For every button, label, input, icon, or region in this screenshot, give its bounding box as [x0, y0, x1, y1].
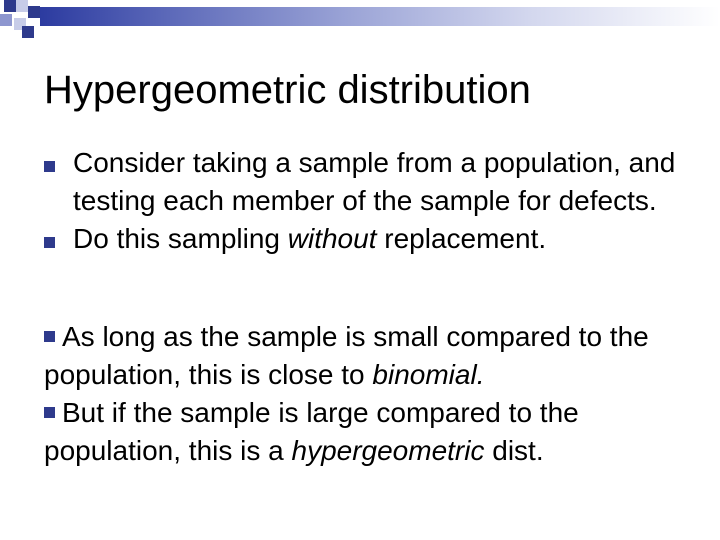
square-bullet-icon — [44, 407, 55, 418]
header-gradient-bar — [40, 7, 720, 26]
decor-square — [0, 14, 12, 26]
paragraph-block — [44, 318, 694, 470]
paragraph-text: But if the sample is large compared to the population, this is a — [44, 397, 579, 466]
square-bullet-icon — [44, 161, 55, 172]
paragraph — [44, 394, 694, 470]
bullet-emphasis: without — [287, 223, 377, 254]
paragraph-emphasis: hypergeometric — [291, 435, 485, 466]
square-bullet-icon — [44, 331, 55, 342]
bullet-item — [44, 144, 694, 220]
decor-square — [22, 26, 34, 38]
square-bullet-icon — [44, 237, 55, 248]
bullet-text: Do this sampling — [73, 223, 288, 254]
bullet-text: replacement. — [376, 223, 547, 254]
bullet-text: Consider taking a sample from a population, and testing each member of the sample for defects. — [73, 147, 676, 216]
decor-square — [4, 0, 16, 12]
bullet-item — [44, 220, 694, 258]
paragraph-text: dist. — [484, 435, 544, 466]
paragraph — [44, 318, 694, 394]
bullet-list — [44, 144, 694, 258]
decor-square — [16, 0, 28, 12]
paragraph-text: As long as the sample is small compared to the population, this is close to — [44, 321, 649, 390]
decor-square — [28, 6, 40, 18]
header-decoration — [0, 0, 720, 44]
slide-title: Hypergeometric distribution — [44, 68, 531, 112]
paragraph-emphasis: binomial. — [372, 359, 485, 390]
